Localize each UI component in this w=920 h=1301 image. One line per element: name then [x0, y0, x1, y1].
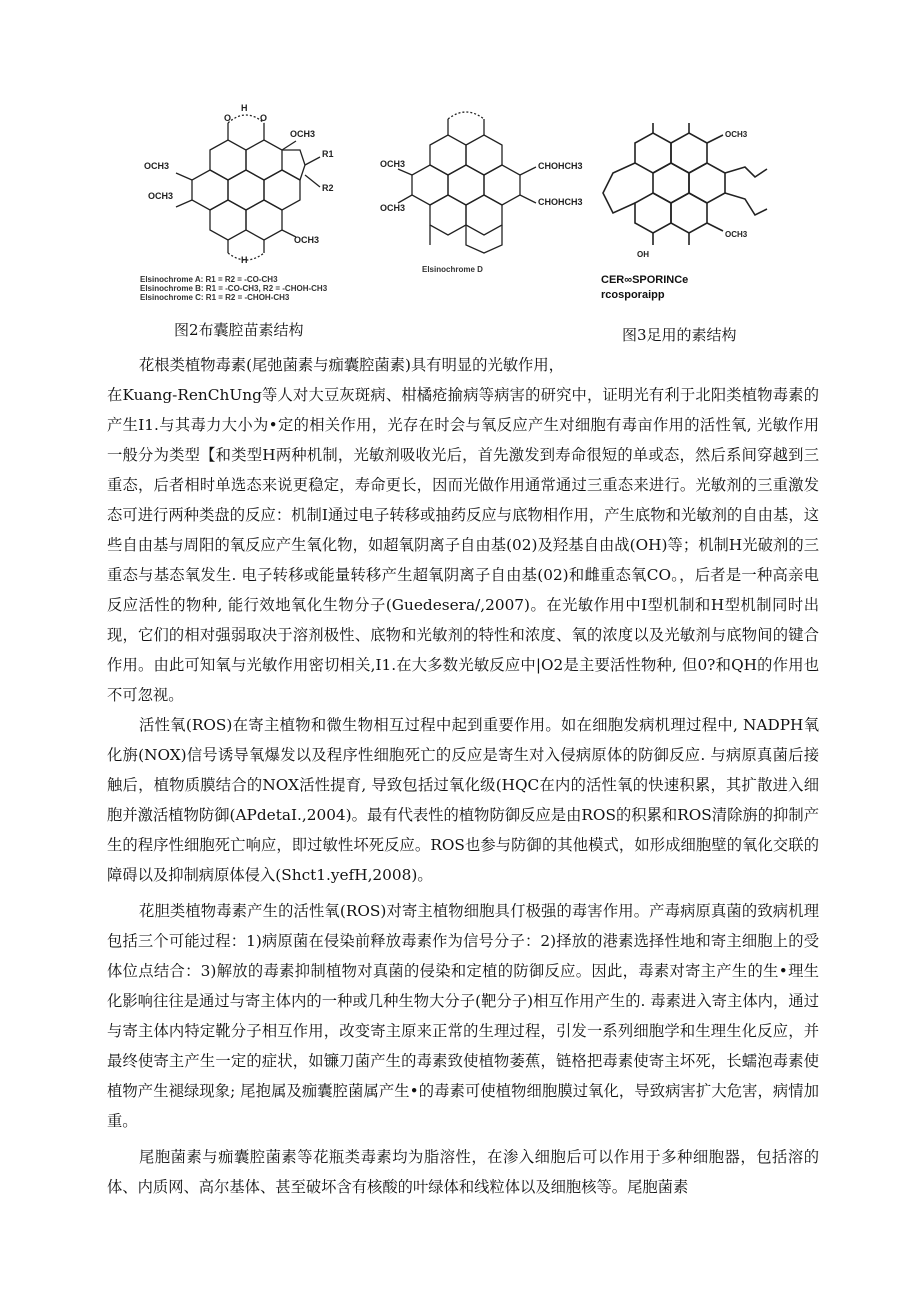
body-text	[107, 350, 819, 1202]
cercosporin-label-line1: CER∞SPORINCe	[601, 274, 689, 286]
elsinochrome-d-name: Elsinochrome D	[422, 265, 483, 274]
elsinochrome-legend	[140, 275, 327, 302]
elsinochrome-d-structure	[380, 95, 590, 295]
o-label: O	[260, 113, 268, 123]
cercosporin-structure	[595, 123, 775, 313]
h-label: H	[241, 103, 248, 113]
paragraph: 在Kuang-RenChUng等人对大豆灰斑病、柑橘疮揄病等病害的研究中，证明光有利于北阳类植物毒素的产生I1.与其毒力大小为•定的相关作用，光存在时会与氧反应产生对细胞有毒亩作用的活性氧, 光敏作用一般分为类型【和类型H两种机制，光敏剂吸收光后，首先激发到寿命很短的单或态，然后系间穿越到三重态，后者相时单选态来说更稳定，寿命更长，因而光做作用通常通过三重态来进行。光敏剂的三重激发态可进行两种类盘的反应：机制I通过电子转移或抽药反应与底物相作用，产生底物和光敏剂的自由基，这些自由基与周阳的氧反应产生氧化物，如超氧阴离子自由基(02)及羟基自由战(OH)等；机制H光破剂的三重态与基态氧发生. 电子转移或能量转移产生超氧阴离子自由基(02)和雌重态氧CO。，后者是一种高亲电反应活性的物种, 能行效地氧化生物分子(Guedesera/,2007)。在光敏作用中I型机制和H型机制同时出现，它们的相对强弱取决于溶剂极性、底物和光敏剂的特性和浓度、氧的浓度以及光敏剂与底物间的键合作用。由此可知氧与光敏作用密切相关,I1.在大多数光敏反应中|O2是主要活性物种, 但0?和QH的作用也不可忽视。	[107, 386, 819, 704]
figure-2-caption: 图2布囊腔苗素结构	[174, 321, 304, 339]
r1-label: R1	[322, 149, 334, 159]
och3-label: OCH3	[725, 230, 748, 239]
chohch3-label: CHOHCH3	[538, 197, 583, 207]
figure-3-caption: 图3足用的素结构	[622, 326, 737, 344]
och3-label: OCH3	[380, 203, 406, 213]
elsinochrome-d-drawing	[380, 95, 590, 260]
figure-row	[140, 95, 790, 310]
legend-line: Elsinochrome C: R1 = R2 = -CHOH-CH3	[140, 293, 290, 302]
paragraph: 花根类植物毒素(尾弛菌素与痂囊腔菌素)具有明显的光敏作用，	[139, 356, 564, 374]
paragraph: 花胆类植物毒素产生的活性氧(ROS)对寄主植物细胞具仃极强的毒害作用。产毒病原真菌的致病机理包括三个可能过程：1)病原菌在侵染前释放毒素作为信号分子：2)择放的港素选择性地和寄主细胞上的受体位点结合：3)解放的毒素抑制植物对真菌的侵染和定植的防御反应。因此，毒素对寄主产生的生•理生化影响往往是通过与寄主体内的一种或几种生物大分子(靶分子)相互作用产生的. 毒素进入寄主体内，通过与寄主体内特定靴分子相互作用，改变寄主原来正常的生理过程，引发一系列细胞学和生理生化反应，并最终使寄主产生一定的症状，如镰刀菌产生的毒素致使植物萎蕉，链格把毒素使寄主坏死，长蠕泡毒素使植物产生褪绿现象; 尾抱属及痂囊腔菌属产生•的毒素可使植物细胞膜过氧化，导致病害扩大危害，病情加重。	[107, 902, 819, 1130]
cercosporin-drawing	[595, 123, 775, 263]
och3-label: OCH3	[380, 159, 406, 169]
r2-label: R2	[322, 183, 334, 193]
paragraph: 尾胞菌素与痂囊腔菌素等花瓶类毒素均为脂溶性，在渗入细胞后可以作用于多种细胞器，包括溶的体、内质网、高尔基体、甚至破坏含有核酸的叶绿体和线粒体以及细胞核等。尾胞菌素	[107, 1148, 819, 1196]
och3-label: OCH3	[294, 235, 320, 245]
oh-label: OH	[637, 250, 649, 259]
elsinochrome-abc-structure	[140, 95, 370, 305]
h-label: H	[241, 255, 248, 265]
och3-label: OCH3	[725, 130, 748, 139]
och3-label: OCH3	[290, 129, 316, 139]
cercosporin-label-line2: rcosporaipp	[601, 289, 665, 301]
o-label: O	[224, 113, 232, 123]
cercosporin-label	[601, 273, 688, 303]
och3-label: OCH3	[144, 161, 170, 171]
och3-label: OCH3	[148, 191, 174, 201]
chohch3-label: CHOHCH3	[538, 161, 583, 171]
legend-line: Elsinochrome A: R1 = R2 = -CO-CH3	[140, 275, 278, 284]
elsinochrome-abc-drawing	[140, 95, 370, 270]
legend-line: Elsinochrome B: R1 = -CO-CH3, R2 = -CHOH-CH3	[140, 284, 328, 293]
paragraph: 活性氧(ROS)在寄主植物和微生物相互过程中起到重要作用。如在细胞发病机理过程中, NADPH氧化旃(NOX)信号诱导氧爆发以及程序性细胞死亡的反应是寄生对入侵病原体的防御反应. 与病原真菌后接触后，植物质膜结合的NOX活性提育, 导致包括过氧化级(HQC在内的活性氧的快速积累，其扩散进入细胞并激活植物防御(APdetaI.,2004)。最有代表性的植物防御反应是由ROS的积累和ROS清除旃的抑制产生的程序性细胞死亡响应，即过敏性坏死反应。ROS也参与防御的其他模式，如形成细胞壁的氧化交联的障碍以及抑制病原体侵入(Shct1.yefH,2008)。	[107, 716, 819, 884]
